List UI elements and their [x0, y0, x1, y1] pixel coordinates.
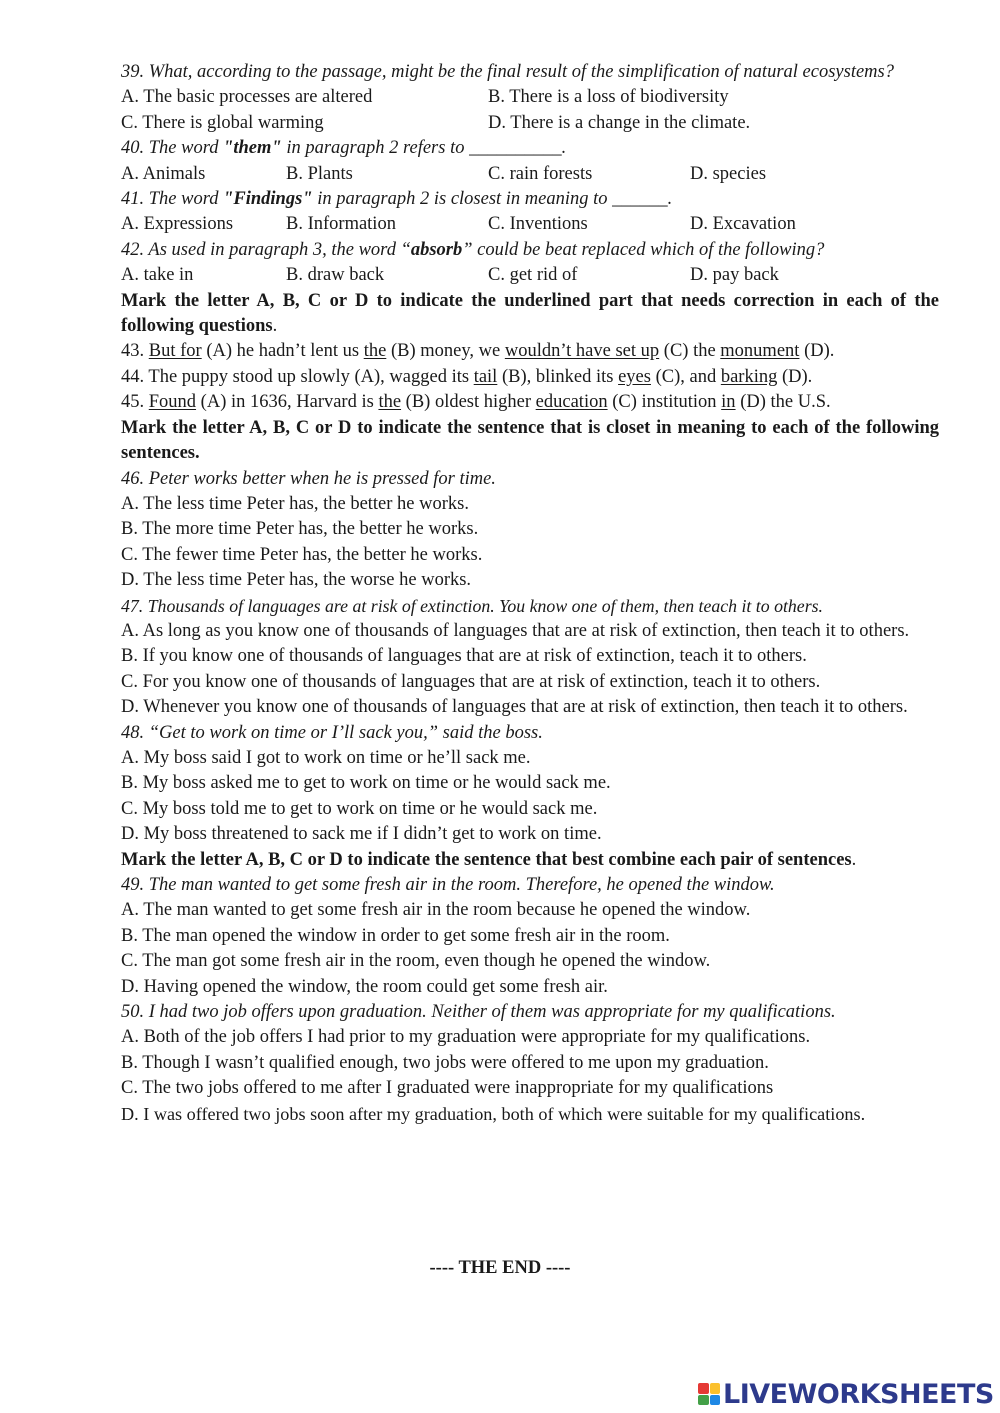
- option-50-b[interactable]: B. Though I wasn’t qualified enough, two jobs were offered to me upon my graduation.: [121, 1052, 769, 1073]
- question-50: 50. I had two job offers upon graduation. Neither of them was appropriate for my qualifications.: [121, 1002, 836, 1023]
- worksheet-page: [121, 60, 939, 1127]
- option-46-c[interactable]: C. The fewer time Peter has, the better he works.: [121, 544, 483, 565]
- liveworksheets-logo: [698, 1375, 994, 1413]
- option-40-a[interactable]: A. Animals: [121, 163, 206, 184]
- option-47-c[interactable]: C. For you know one of thousands of languages that are at risk of extinction, teach it to others.: [121, 671, 821, 692]
- the-end-footer: ---- THE END ----: [429, 1258, 571, 1278]
- underlined-45-d[interactable]: in: [721, 392, 736, 413]
- question-49: 49. The man wanted to get some fresh air in the room. Therefore, he opened the window.: [121, 875, 775, 895]
- option-48-d[interactable]: D. My boss threatened to sack me if I didn’t get to work on time.: [121, 824, 602, 845]
- question-39: 39. What, according to the passage, might be the final result of the simplification of natural ecosystems?: [121, 62, 894, 82]
- underlined-43-d[interactable]: monument: [720, 341, 800, 362]
- options-40: [121, 162, 939, 187]
- option-47-b[interactable]: B. If you know one of thousands of languages that are at risk of extinction, teach it to others.: [121, 646, 807, 667]
- option-41-c[interactable]: C. Inventions: [488, 214, 588, 235]
- option-49-a[interactable]: A. The man wanted to get some fresh air in the room because he opened the window.: [121, 900, 751, 921]
- options-39: [121, 85, 939, 110]
- option-41-d[interactable]: D. Excavation: [690, 214, 796, 235]
- question-48: 48. “Get to work on time or I’ll sack you,” said the boss.: [121, 722, 543, 743]
- section-instruction-combine: Mark the letter A, B, C or D to indicate the sentence that best combine each pair of sentences.: [121, 849, 857, 870]
- underlined-43-c[interactable]: wouldn’t have set up: [504, 341, 660, 362]
- question-43: 43. But for (A) he hadn’t lent us the (B) money, we wouldn’t have set up (C) the monument (D).: [121, 341, 835, 362]
- option-46-a[interactable]: A. The less time Peter has, the better he works.: [121, 493, 469, 514]
- option-40-d[interactable]: D. species: [690, 163, 767, 184]
- option-40-b[interactable]: B. Plants: [286, 163, 353, 184]
- option-48-b[interactable]: B. My boss asked me to get to work on time or he would sack me.: [121, 773, 611, 794]
- option-39-b[interactable]: B. There is a loss of biodiversity: [488, 87, 729, 108]
- logo-text: LIVEWORKSHEETS: [723, 1378, 994, 1410]
- question-40: 40. The word "them" in paragraph 2 refers to __________.: [121, 138, 567, 159]
- option-42-d[interactable]: D. pay back: [690, 265, 779, 286]
- option-49-b[interactable]: B. The man opened the window in order to get some fresh air in the room.: [121, 925, 670, 946]
- question-45: 45. Found (A) in 1636, Harvard is the (B) oldest higher education (C) institution in (D) the U.S.: [121, 392, 831, 413]
- option-41-a[interactable]: A. Expressions: [121, 214, 234, 235]
- options-41: [121, 212, 939, 237]
- option-50-c[interactable]: C. The two jobs offered to me after I graduated were inappropriate for my qualifications: [121, 1078, 774, 1099]
- option-42-b[interactable]: B. draw back: [286, 265, 385, 286]
- underlined-45-a[interactable]: Found: [148, 392, 197, 413]
- option-41-b[interactable]: B. Information: [286, 214, 396, 235]
- keyword-41: "Findings": [223, 189, 313, 210]
- option-40-c[interactable]: C. rain forests: [488, 163, 593, 184]
- option-49-c[interactable]: C. The man got some fresh air in the room, even though he opened the window.: [121, 951, 711, 972]
- option-39-d[interactable]: D. There is a change in the climate.: [488, 112, 751, 133]
- keyword-40: "them": [223, 138, 282, 159]
- option-42-c[interactable]: C. get rid of: [488, 265, 578, 286]
- option-49-d[interactable]: D. Having opened the window, the room could get some fresh air.: [121, 976, 608, 997]
- option-48-a[interactable]: A. My boss said I got to work on time or he’ll sack me.: [121, 747, 531, 768]
- options-39-row2: [121, 111, 939, 136]
- section-instruction-closest: Mark the letter A, B, C or D to indicate the sentence that is closet in meaning to each of the following sentences.: [121, 417, 939, 464]
- question-46: 46. Peter works better when he is pressed for time.: [121, 468, 496, 489]
- question-41: 41. The word "Findings" in paragraph 2 is closest in meaning to ______.: [121, 189, 673, 210]
- option-50-d[interactable]: D. I was offered two jobs soon after my graduation, both of which were suitable for my qualifications.: [121, 1103, 866, 1124]
- underlined-44-c[interactable]: eyes: [618, 366, 651, 387]
- option-46-b[interactable]: B. The more time Peter has, the better he works.: [121, 519, 479, 540]
- underlined-43-a[interactable]: But for: [148, 341, 202, 362]
- option-39-a[interactable]: A. The basic processes are altered: [121, 87, 373, 108]
- option-47-a[interactable]: A. As long as you know one of thousands of languages that are at risk of extinction, then teach it to others.: [121, 620, 910, 641]
- option-39-c[interactable]: C. There is global warming: [121, 112, 324, 133]
- underlined-44-b[interactable]: tail: [473, 366, 498, 387]
- options-42: [121, 263, 939, 288]
- question-47: 47. Thousands of languages are at risk of extinction. You know one of them, then teach it to others.: [121, 595, 823, 616]
- logo-grid-icon: [698, 1383, 720, 1405]
- option-42-a[interactable]: A. take in: [121, 265, 194, 286]
- underlined-45-b[interactable]: the: [378, 392, 402, 413]
- underlined-43-b[interactable]: the: [363, 341, 387, 362]
- section-instruction-error: Mark the letter A, B, C or D to indicate the underlined part that needs correction in each of the following questions.: [121, 290, 939, 337]
- underlined-44-d[interactable]: barking: [720, 366, 778, 387]
- question-42: 42. As used in paragraph 3, the word “absorb” could be beat replaced which of the following?: [121, 239, 825, 260]
- question-44: 44. The puppy stood up slowly (A), wagged its tail (B), blinked its eyes (C), and barking (D).: [121, 366, 813, 387]
- underlined-45-c[interactable]: education: [535, 392, 608, 413]
- option-46-d[interactable]: D. The less time Peter has, the worse he works.: [121, 570, 472, 591]
- option-50-a[interactable]: A. Both of the job offers I had prior to my graduation were appropriate for my qualifications.: [121, 1027, 811, 1048]
- keyword-42: absorb: [410, 239, 463, 260]
- option-48-c[interactable]: C. My boss told me to get to work on time or he would sack me.: [121, 798, 598, 819]
- option-47-d[interactable]: D. Whenever you know one of thousands of languages that are at risk of extinction, then teach it to others.: [121, 697, 908, 718]
